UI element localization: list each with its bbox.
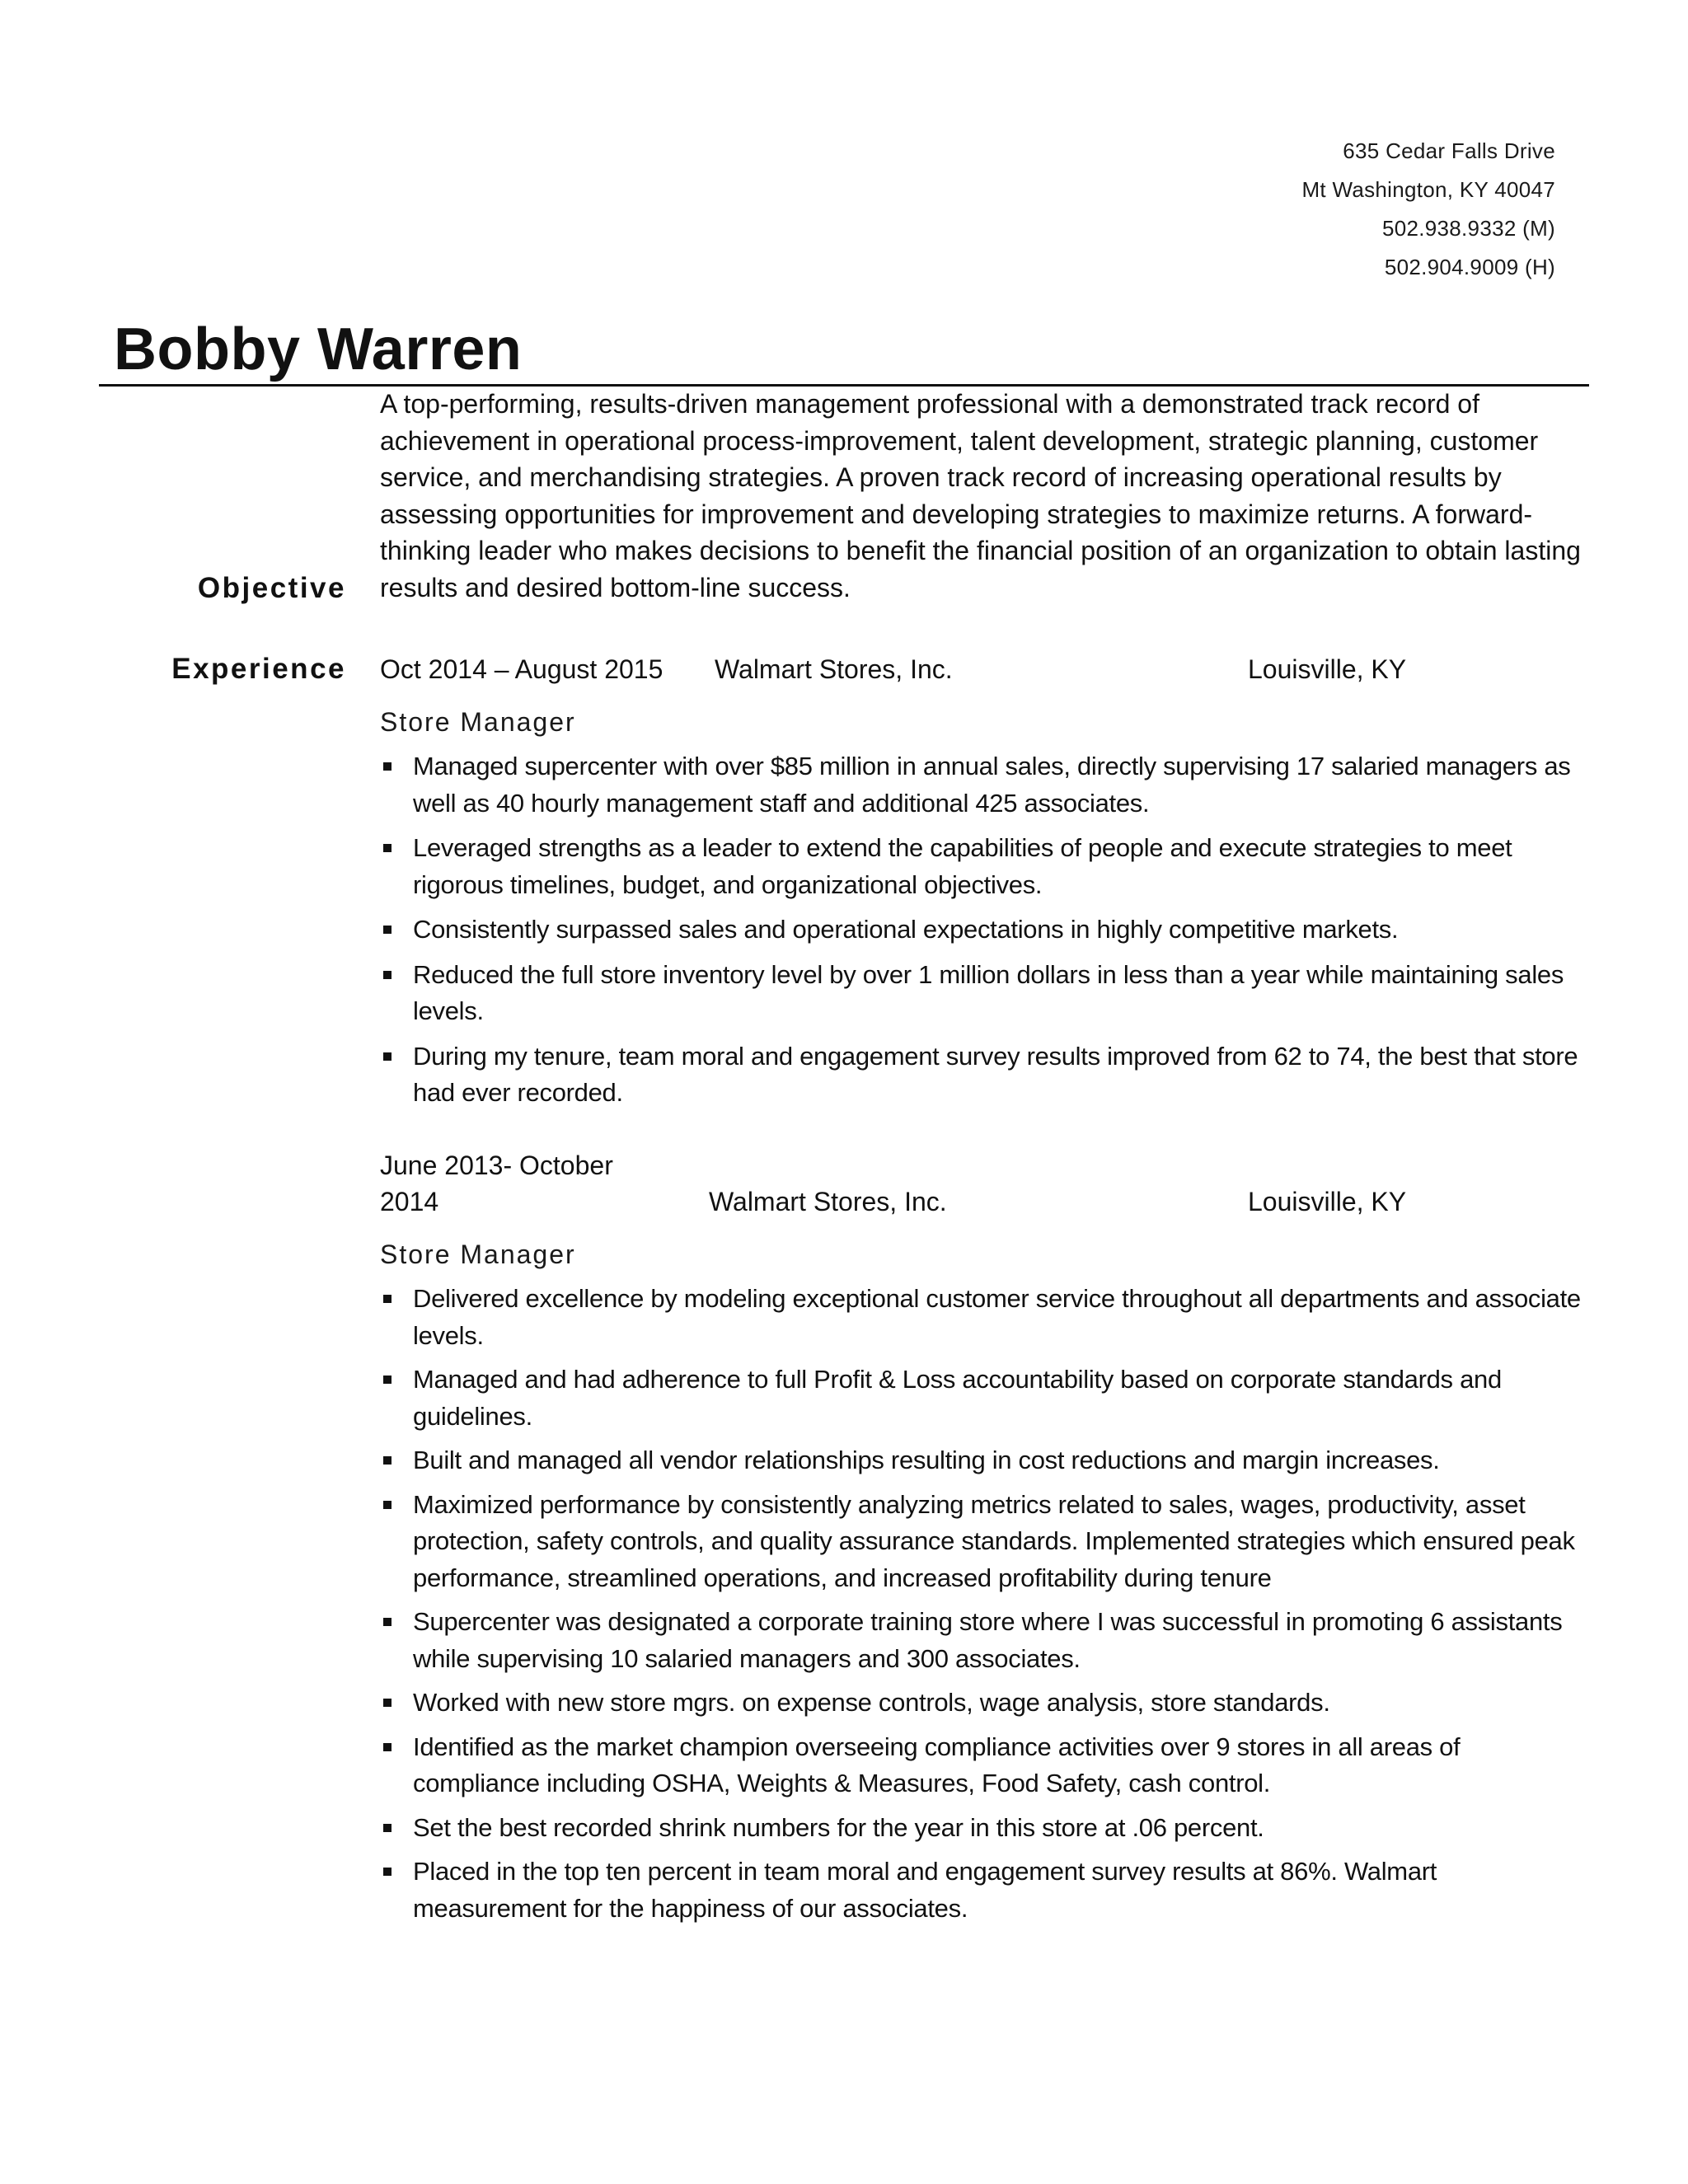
contact-city: Mt Washington, KY 40047 bbox=[1301, 177, 1555, 202]
job-bullets bbox=[380, 748, 1592, 1112]
bullet-text: Delivered excellence by modeling exceptional customer service throughout all departments and associate levels. bbox=[413, 1284, 1581, 1350]
bullet-text: Maximized performance by consistently analyzing metrics related to sales, wages, productivity, asset protection, safety controls, and quality assurance standards. Implemented strategies which ensured peak performance, streamlined operations, and increased profitability during tenure bbox=[413, 1489, 1575, 1592]
bullet-marker-icon bbox=[383, 1052, 392, 1061]
bullet-item bbox=[380, 1685, 1592, 1722]
bullet-marker-icon bbox=[383, 971, 392, 979]
job-dates: June 2013- October 2014 bbox=[380, 1151, 613, 1216]
bullet-item bbox=[380, 1810, 1592, 1847]
bullet-text: Identified as the market champion overseeing compliance activities over 9 stores in all areas of compliance including OSHA, Weights & Measures, Food Safety, cash control. bbox=[413, 1732, 1461, 1797]
job-location: Louisville, KY bbox=[1248, 654, 1407, 684]
applicant-name: Bobby Warren bbox=[114, 316, 523, 382]
job-location: Louisville, KY bbox=[1248, 1187, 1407, 1216]
bullet-item bbox=[380, 1854, 1592, 1927]
bullet-marker-icon bbox=[383, 1501, 392, 1509]
bullet-text: Supercenter was designated a corporate training store where I was successful in promoting 6 assistants while supervising 10 salaried managers and 300 associates. bbox=[413, 1607, 1563, 1673]
bullet-text: Managed supercenter with over $85 million in annual sales, directly supervising 17 salaried managers as well as 40 hourly management staff and additional 425 associates. bbox=[413, 752, 1571, 818]
bullet-item bbox=[380, 957, 1592, 1030]
bullet-marker-icon bbox=[383, 1699, 392, 1707]
bullet-text: Leveraged strengths as a leader to extend the capabilities of people and execute strategies to meet rigorous timelines, budget, and organizational objectives. bbox=[413, 833, 1512, 899]
bullet-item bbox=[380, 1442, 1592, 1479]
bullet-item bbox=[380, 1361, 1592, 1435]
bullet-marker-icon bbox=[383, 1295, 392, 1303]
bullet-text: Consistently surpassed sales and operational expectations in highly competitive markets. bbox=[413, 915, 1399, 944]
bullet-marker-icon bbox=[383, 1868, 392, 1876]
objective-text: A top-performing, results-driven management professional with a demonstrated track record of achievement in operational process-improvement, talent development, strategic planning, customer service, and merchandising strategies. A proven track record of increasing operational results by assessing opportunities for improvement and developing strategies to maximize returns. A forward-thinking leader who makes decisions to benefit the financial position of an organization to obtain lasting results and desired bottom-line success. bbox=[380, 389, 1581, 602]
bullet-text: Reduced the full store inventory level by over 1 million dollars in less than a year while maintaining sales levels. bbox=[413, 959, 1564, 1025]
bullet-text: Worked with new store mgrs. on expense controls, wage analysis, store standards. bbox=[413, 1688, 1330, 1717]
bullet-item bbox=[380, 1487, 1592, 1597]
job-dates: Oct 2014 – August 2015 bbox=[380, 654, 663, 684]
bullet-text: Built and managed all vendor relationships resulting in cost reductions and margin increases. bbox=[413, 1446, 1440, 1474]
contact-phone-home: 502.904.9009 (H) bbox=[1384, 255, 1555, 279]
contact-block bbox=[1301, 132, 1555, 287]
job-company: Walmart Stores, Inc. bbox=[709, 1187, 947, 1216]
job-bullets bbox=[380, 1281, 1592, 1927]
bullet-item bbox=[380, 1281, 1592, 1354]
contact-phone-mobile: 502.938.9332 (M) bbox=[1381, 216, 1555, 241]
contact-street: 635 Cedar Falls Drive bbox=[1343, 138, 1555, 163]
bullet-text: Managed and had adherence to full Profit & Loss accountability based on corporate standards and guidelines. bbox=[413, 1365, 1502, 1431]
bullet-text: Placed in the top ten percent in team moral and engagement survey results at 86%. Walmart measurement for the happiness of our associates. bbox=[413, 1857, 1437, 1923]
bullet-text: During my tenure, team moral and engagement survey results improved from 62 to 74, the best that store had ever recorded. bbox=[413, 1041, 1578, 1107]
bullet-marker-icon bbox=[383, 1824, 392, 1832]
bullet-marker-icon bbox=[383, 844, 392, 852]
bullet-item bbox=[380, 748, 1592, 822]
job-company: Walmart Stores, Inc. bbox=[715, 654, 953, 684]
bullet-marker-icon bbox=[383, 1743, 392, 1751]
bullet-marker-icon bbox=[383, 1456, 392, 1465]
bullet-item bbox=[380, 1604, 1592, 1677]
job-title: Store Manager bbox=[380, 707, 576, 737]
job-entry bbox=[380, 651, 1592, 1120]
experience-label: Experience bbox=[171, 653, 346, 685]
bullet-item bbox=[380, 1729, 1592, 1802]
job-title: Store Manager bbox=[380, 1240, 576, 1269]
job-header bbox=[380, 651, 1592, 687]
bullet-item bbox=[380, 1038, 1592, 1112]
bullet-item bbox=[380, 912, 1592, 949]
bullet-marker-icon bbox=[383, 1376, 392, 1384]
bullet-marker-icon bbox=[383, 1618, 392, 1626]
bullet-text: Set the best recorded shrink numbers for the year in this store at .06 percent. bbox=[413, 1812, 1264, 1842]
bullet-item bbox=[380, 830, 1592, 903]
bullet-marker-icon bbox=[383, 926, 392, 934]
objective-label: Objective bbox=[197, 572, 346, 604]
job-header bbox=[380, 1147, 1592, 1220]
job-entry bbox=[380, 1147, 1592, 1934]
bullet-marker-icon bbox=[383, 762, 392, 771]
